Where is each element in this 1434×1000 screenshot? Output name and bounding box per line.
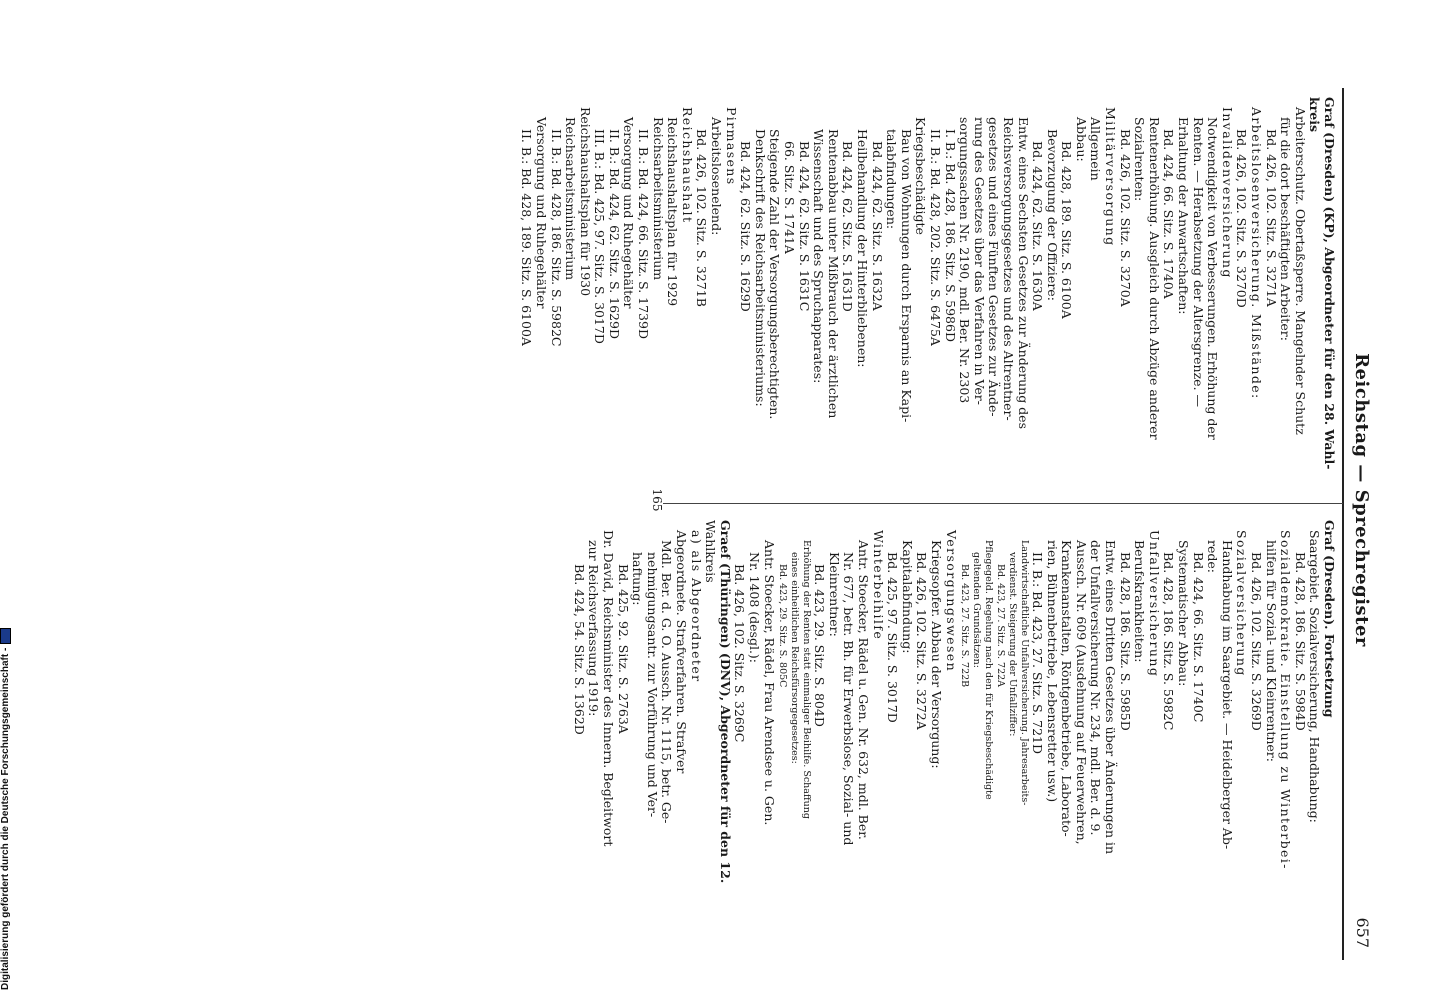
register-entry: Krankenanstalten, Röntgenbetriebe, Laborato- [1059,540,1075,837]
footer-text: Digitalisierung gefördert durch die Deutsche Forschungsgemeinschaft - [0,647,12,990]
register-entry: Bd. 428, 186. Sitz. S. 5985D [1117,552,1133,731]
register-entry: für die dort beschäftigten Arbeiter: [1278,117,1294,341]
register-entry: Erhöhung der Renten statt einmaliger Beihilfe. Schaffung [800,540,812,820]
register-entry: Kapitalabfindung: [899,540,915,654]
register-entry: der Unfallversicherung Nr. 234, mdl. Ber. d. 9. [1088,540,1104,836]
register-entry: Abbau: [1073,117,1089,162]
register-entry: Bd. 426, 102. Sitz. S. 3271A [1263,129,1279,307]
register-entry: Bd. 424, 62. Sitz. S. 1632A [869,141,885,311]
register-entry: Entw. eines Dritten Gesetzes über Änderungen in [1103,540,1119,855]
register-entry: kreis [1307,97,1323,132]
register-entry: Reichsarbeitsministerium [650,117,666,281]
register-entry: Arbeitslosenversicherung. Mißstände: [1249,107,1265,400]
register-entry: II. B.: Bd. 424, 62. Sitz. S. 1629D [606,129,622,339]
register-entry: Wissenschaft und des Spruchapparates: [811,129,827,384]
register-entry: talabfindungen: [884,129,900,230]
register-entry: Arbeitslosenelend: [709,117,725,236]
register-entry: Unfallversicherung [1146,530,1162,678]
register-entry: Bd. 423, 27. Sitz. S. 722A [994,564,1006,688]
register-entry: Graf (Dresden) (KP), Abgeordneter für den 28. Wahl- [1322,97,1337,470]
register-entry: Bd. 426, 102. Sitz. S. 3272A [914,552,930,730]
register-entry: Arbeiterschutz. Obertaßsperre. Mangelnder Schutz [1292,107,1308,435]
register-entry: Bd. 423, 29. Sitz. S. 804D [812,564,828,727]
header-rule [1342,88,1344,960]
register-entry: Bd. 423, 29. Sitz. S. 805C [776,564,788,688]
register-entry: rien, Bühnenbetriebe, Lebensretter usw.) [1044,540,1060,803]
register-entry: Rentenerhöhung. Ausgleich durch Abzüge anderer [1146,117,1162,440]
register-entry: Bd. 424, 54. Sitz. S. 1362D [571,564,587,735]
register-entry: Erhaltung der Anwartschaften: [1176,117,1192,315]
register-entry: Abgeordnete. Strafverfahren. Strafver [674,530,690,774]
register-entry: Invalidenversicherung [1219,107,1235,279]
register-entry: Antr. Stoecker, Rädel, Frau Arendsee u. Gen. [761,540,777,826]
register-entry: Kriegsbeschädigte [913,117,929,235]
register-entry: Nr. 677, betr. Bh. für Erwerbslose, Sozial- und [841,552,857,846]
register-entry: Bd. 426, 102. Sitz. S. 3270D [1234,129,1250,308]
register-entry: nehmigungsantr. zur Vorführung und Ver- [644,552,660,818]
register-entry: Pflegegeld. Regelung nach den für Kriegsbeschädigte [982,540,994,800]
register-entry: Graf (Dresden). Fortsetzung [1322,520,1337,718]
register-entry: Dr. David, Reichsminister des Innern. Begleitwort [601,530,617,847]
register-entry: a) als Abgeordneter [688,530,704,683]
register-entry: verdienst. Steigerung der Unfallziffer: [1006,552,1018,737]
register-entry: Wahlkreis [703,520,719,583]
register-entry: Sozialversicherung [1234,530,1250,677]
register-entry: Allgemein [1088,117,1104,181]
header-title: Reichstag — Sprechregister [1351,353,1372,647]
register-entry: Entw. eines Sechsten Gesetzes zur Änderung des [1015,117,1031,429]
register-entry: Reichshaushaltsplan für 1930 [577,107,593,297]
register-entry: Bd. 426, 102. Sitz. S. 3270A [1117,129,1133,307]
register-entry: Bd. 424, 62. Sitz. S. 1631C [796,141,812,312]
register-entry: Rentenabbau unter Mißbrauch der ärztlichen [825,129,841,419]
register-entry: Versorgungswesen [943,530,959,673]
register-entry: Sozialdemokratie. Einstellung zu Winterbei- [1278,530,1294,870]
register-entry: Notwendigkeit von Verbesserungen. Erhöhung der [1205,117,1221,440]
register-entry: II. B.: Bd. 423, 27. Sitz. S. 721D [1030,552,1046,755]
register-entry: Denkschrift des Reichsarbeitsministeriums: [752,129,768,407]
register-entry: Versorgung und Ruhegehälter [533,117,549,309]
register-entry: III. B.: Bd. 425, 97. Sitz. S. 3017D [592,129,608,344]
dfg-logo-icon [0,628,11,644]
page-header [1334,0,1434,1000]
register-entry: Reichshaushaltsplan für 1929 [665,117,681,307]
register-entry: II. B.: Bd. 424, 66. Sitz. S. 1739D [636,129,652,339]
register-entry: rede: [1205,540,1221,573]
register-entry: haftung: [630,552,646,606]
register-entry: Antr. Stoecker, Rädel u. Gen. Nr. 632, mdl. Ber. [855,540,871,840]
register-entry: sorgungssachen Nr. 2190, mdl. Ber. Nr. 2303 [957,117,973,404]
register-entry: Bau von Wohnungen durch Ersparnis an Kapi- [898,129,914,423]
register-entry: Mdl. Ber. d. G. O. Aussch. Nr. 1115, betr. Ge- [659,540,675,824]
register-entry: II. B.: Bd. 428, 189. Sitz. S. 6100A [519,129,535,346]
register-entry: hilfen für Sozial- und Kleinrentner: [1263,540,1279,762]
column-divider [663,503,1343,504]
register-entry: Bd. 424, 62. Sitz. S. 1629D [738,141,754,312]
register-entry: Bd. 426, 102. Sitz. S. 3271B [694,129,710,307]
right-column [571,520,1336,910]
register-entry: Reichsarbeitsministerium [563,117,579,281]
register-entry: I. B.: Bd. 428, 186. Sitz. S. 5986D [942,129,958,342]
register-entry: Kriegsopfer. Abbau der Versorgung: [928,540,944,769]
register-entry: Bd. 426, 102. Sitz. S. 3269C [732,564,748,743]
register-entry: Bd. 424, 66. Sitz. S. 1740A [1161,129,1177,299]
register-entry: Winterbeihilfe [870,530,886,641]
page-number: 165 [650,488,664,512]
register-entry: Bd. 425, 92. Sitz. S. 2763A [615,564,631,734]
register-entry: gesetzes und eines Fünften Gesetzes zur Ände- [986,117,1002,417]
register-entry: Bd. 424, 62. Sitz. S. 1631D [840,141,856,312]
register-entry: Renten. — Herabsetzung der Altersgrenze. — [1190,117,1206,408]
register-entry: Bd. 424, 62. Sitz. S. 1630A [1030,141,1046,311]
register-entry: Bd. 428, 186. Sitz. S. 5982C [1161,552,1177,731]
register-entry: Pirmasens [723,107,739,186]
register-entry: eines einheitlichen Reichsfürsorgegesetzes: [788,552,800,764]
register-entry: Systematischer Abbau: [1176,540,1192,687]
register-entry: Militärversorgung [1103,107,1119,247]
register-entry: Bd. 424, 66. Sitz. S. 1740C [1190,552,1206,723]
register-entry: Kleinrentner: [826,552,842,637]
register-entry: Landwirtschaftliche Unfallversicherung. Jahresarbeits- [1018,540,1030,806]
register-entry: Nr. 1408 (desgl.): [747,552,762,664]
register-entry: Bd. 426, 102. Sitz. S. 3269D [1249,552,1265,731]
register-entry: 66. Sitz. S. 1741A [782,141,798,254]
left-column [519,97,1336,497]
register-entry: Sozialrenten: [1132,117,1148,202]
register-entry: Versorgung und Ruhegehälter [621,117,637,309]
register-entry: Handhabung im Saargebiet. — Heidelberger Ab- [1219,540,1235,850]
register-entry: Graef (Thüringen) (DNV), Abgeordneter für den 12. [717,520,733,884]
register-entry: Aussch. Nr. 609 (Ausdehnung auf Feuerwehren, [1073,540,1089,845]
register-entry: Steigende Zahl der Versorgungsberechtigten. [767,129,783,420]
register-entry: Bd. 428, 189. Sitz. S. 6100A [1059,141,1075,319]
register-entry: II. B.: Bd. 428, 202. Sitz. S. 6475A [927,129,943,346]
register-entry: rung des Gesetzes über das Verfahren in Ver- [971,117,987,405]
register-entry: Saargebiet. Sozialversicherung, Handhabung: [1307,530,1323,823]
register-entry: Berufskrankheiten: [1132,540,1148,663]
register-entry: Bd. 428, 186. Sitz. S. 5984D [1292,552,1308,731]
register-entry: zur Reichsverfassung 1919: [586,540,602,717]
register-entry: Heilbehandlung der Hinterbliebenen: [855,129,870,368]
header-page-number: 657 [1353,917,1372,948]
register-entry: Bd. 425, 97. Sitz. S. 3017D [885,552,901,723]
register-entry: Bevorzugung der Offiziere: [1044,129,1060,301]
register-entry: geltenden Grundsätzen: [970,552,982,668]
register-entry: Bd. 423, 27. Sitz. S. 722B [958,564,970,688]
register-entry: Reichsversorgungsgesetzes und des Altrentner- [1000,117,1016,421]
footer-credit [0,628,11,990]
register-entry: II. B.: Bd. 428, 186. Sitz. S. 5982C [548,129,564,347]
register-entry: Reichshaushalt [679,107,695,224]
